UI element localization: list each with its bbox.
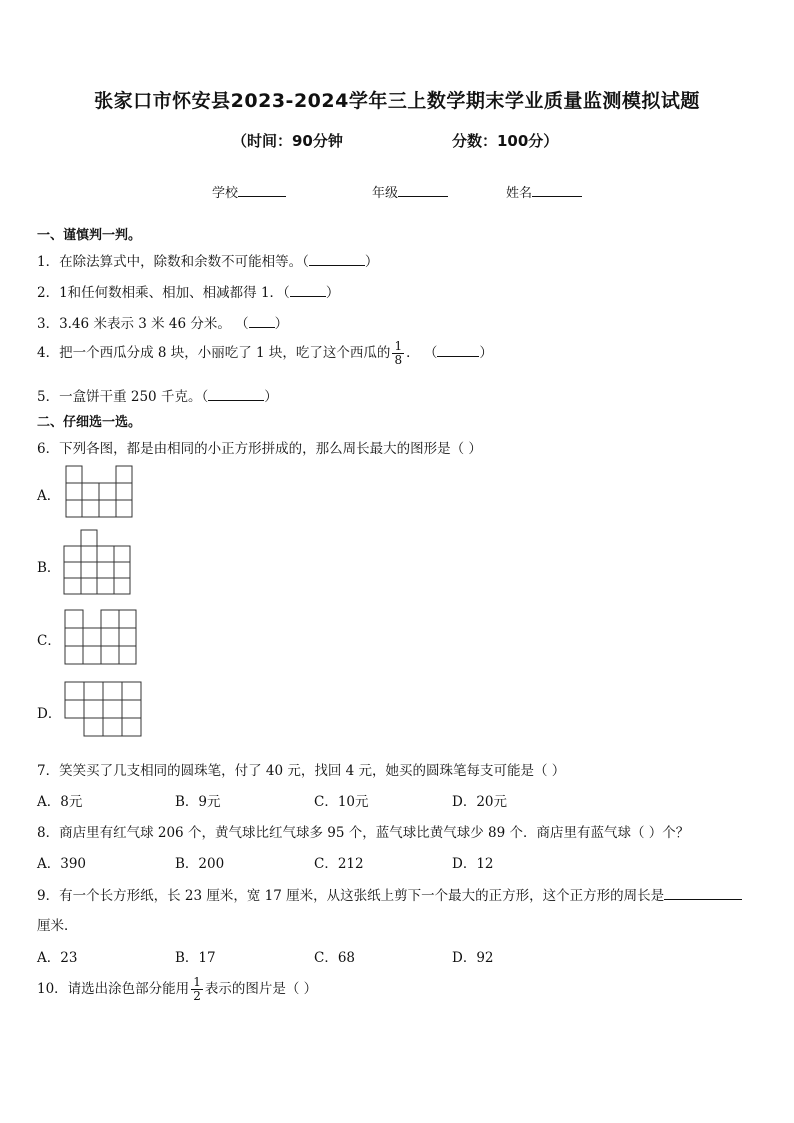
question-5-close: ） <box>264 389 278 405</box>
section-2-heading: 二、仔细选一选。 <box>37 415 142 430</box>
q6-figure-d[interactable] <box>63 680 145 740</box>
question-4-text: 4．把一个西瓜分成 8 块，小丽吃了 1 块，吃了这个西瓜的 <box>37 345 391 361</box>
question-8: 8．商店里有红气球 206 个，黄气球比红气球多 95 个，蓝气球比黄气球少 89 个．商店里有蓝气球（ ）个？ <box>37 825 690 841</box>
question-9-answer-blank[interactable] <box>664 887 742 900</box>
grade-field <box>372 182 448 201</box>
question-1-text: 1．在除法算式中，除数和余数不可能相等。（ <box>37 254 309 270</box>
grade-label: 年级 <box>372 186 399 201</box>
question-3-answer-blank[interactable] <box>249 315 275 328</box>
question-10-text: 10．请选出涂色部分能用 <box>37 981 190 997</box>
q6-option-a-label[interactable]: A． <box>37 488 61 504</box>
name-blank[interactable] <box>532 183 582 197</box>
question-10 <box>37 976 317 1003</box>
question-1-close: ） <box>364 254 379 270</box>
question-3-close: ） <box>274 316 289 332</box>
q6-option-d-label[interactable]: D． <box>37 706 62 722</box>
question-1-answer-blank[interactable] <box>309 253 365 266</box>
time-label: （时间：90分钟 <box>232 132 343 150</box>
q9-option-d[interactable]: D．92 <box>452 950 494 966</box>
question-5-text: 5．一盒饼干重 250 千克。（ <box>37 389 209 405</box>
q9-option-a[interactable]: A．23 <box>37 950 78 966</box>
fraction-denominator: 2 <box>193 989 201 1003</box>
school-label: 学校 <box>212 186 239 201</box>
question-9-continuation: 厘米． <box>37 918 78 934</box>
question-4-close: ） <box>479 345 493 361</box>
fraction-numerator: 1 <box>193 975 201 989</box>
question-2-close: ） <box>325 285 340 301</box>
question-9 <box>37 884 742 904</box>
question-6: 6．下列各图，都是由相同的小正方形拼成的，那么周长最大的图形是（ ） <box>37 441 482 457</box>
question-2-answer-blank[interactable] <box>290 284 326 297</box>
school-blank[interactable] <box>238 183 286 197</box>
fraction-numerator: 1 <box>394 339 403 353</box>
q8-option-a[interactable]: A．390 <box>37 856 87 872</box>
name-field <box>506 182 582 201</box>
section-1-heading: 一、谨慎判一判。 <box>37 228 142 243</box>
q9-option-c[interactable]: C．68 <box>314 950 356 966</box>
fraction-denominator: 8 <box>394 353 403 367</box>
question-2 <box>37 281 339 301</box>
question-9-text: 9．有一个长方形纸，长 23 厘米，宽 17 厘米，从这张纸上剪下一个最大的正方形，这个正方形的周长是 <box>37 888 665 904</box>
q6-option-b-label[interactable]: B． <box>37 560 61 576</box>
fraction-one-eighth <box>392 340 404 367</box>
q6-option-c-label[interactable]: C． <box>37 633 61 649</box>
q6-figure-c[interactable] <box>63 608 139 668</box>
q6-figure-b[interactable] <box>62 528 134 596</box>
q7-option-a[interactable]: A．8元 <box>37 794 83 810</box>
q8-option-d[interactable]: D．12 <box>452 856 494 872</box>
question-7: 7．笑笑买了几支相同的圆珠笔，付了 40 元，找回 4 元，她买的圆珠笔每支可能是（ ） <box>37 763 566 779</box>
question-4 <box>37 340 493 367</box>
question-1 <box>37 250 378 270</box>
question-2-text: 2．1和任何数相乘、相加、相减都得 1．（ <box>37 285 290 301</box>
question-4-text-after: ． （ <box>406 345 438 361</box>
q8-option-b[interactable]: B．200 <box>175 856 225 872</box>
q8-option-c[interactable]: C．212 <box>314 856 364 872</box>
question-5-answer-blank[interactable] <box>208 388 264 401</box>
page-title: 张家口市怀安县2023-2024学年三上数学期末学业质量监测模拟试题 <box>94 90 700 112</box>
question-3-text: 3．3.46 米表示 3 米 46 分米。 （ <box>37 316 249 332</box>
score-label: 分数：100分） <box>452 132 559 150</box>
question-3 <box>37 312 288 332</box>
q7-option-c[interactable]: C．10元 <box>314 794 369 810</box>
question-4-answer-blank[interactable] <box>437 344 479 357</box>
q6-figure-a[interactable] <box>64 464 136 520</box>
q7-option-b[interactable]: B．9元 <box>175 794 221 810</box>
grade-blank[interactable] <box>398 183 448 197</box>
name-label: 姓名 <box>506 186 533 201</box>
school-field <box>212 182 286 201</box>
question-10-text-after: 表示的图片是（ ） <box>204 981 318 997</box>
fraction-one-half <box>191 976 203 1003</box>
question-5 <box>37 385 278 405</box>
q7-option-d[interactable]: D．20元 <box>452 794 508 810</box>
q9-option-b[interactable]: B．17 <box>175 950 216 966</box>
